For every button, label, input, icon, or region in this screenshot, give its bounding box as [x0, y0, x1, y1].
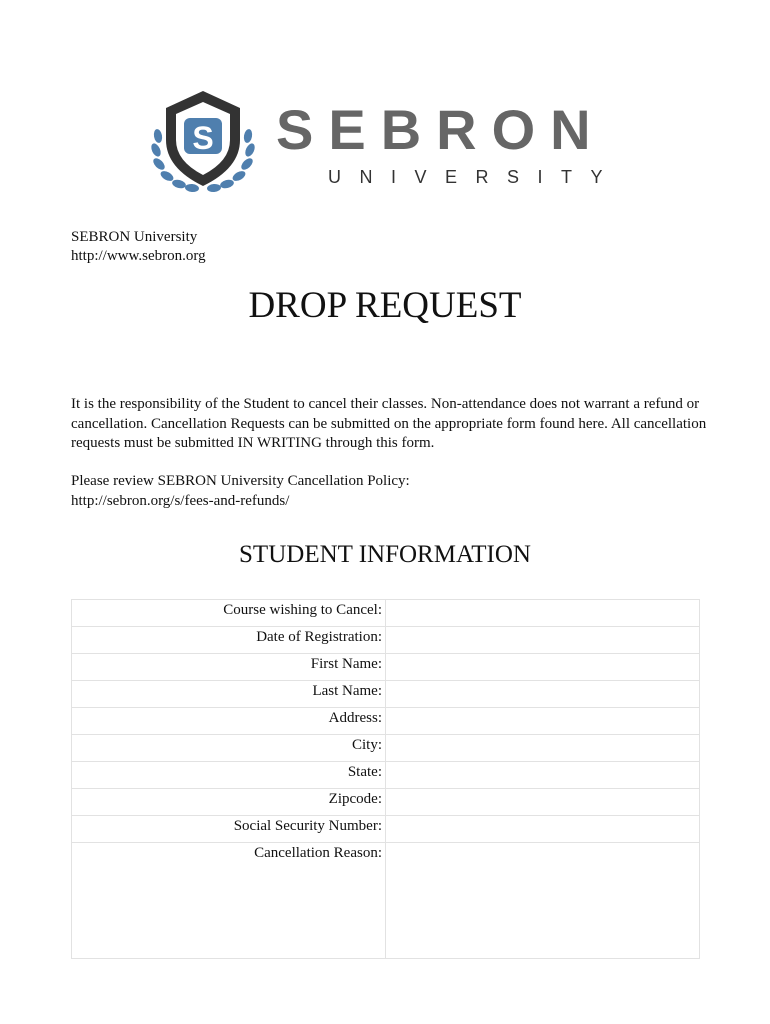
field-label: City:	[72, 735, 386, 762]
zipcode-field[interactable]	[386, 789, 700, 816]
table-row	[72, 735, 700, 762]
student-info-table	[71, 599, 700, 959]
table-row	[72, 762, 700, 789]
field-label: Date of Registration:	[72, 627, 386, 654]
field-label: Cancellation Reason:	[72, 843, 386, 959]
field-label: Zipcode:	[72, 789, 386, 816]
registration-date-field[interactable]	[386, 627, 700, 654]
city-field[interactable]	[386, 735, 700, 762]
shield-crest-icon	[148, 88, 258, 194]
org-name: SEBRON University	[71, 229, 198, 245]
first-name-field[interactable]	[386, 654, 700, 681]
last-name-field[interactable]	[386, 681, 700, 708]
table-row	[72, 843, 700, 959]
table-row	[72, 627, 700, 654]
crest-letter: S	[192, 120, 214, 156]
table-row	[72, 654, 700, 681]
cancellation-reason-field[interactable]	[386, 843, 700, 959]
university-logo	[148, 88, 622, 198]
field-label: State:	[72, 762, 386, 789]
org-info	[71, 228, 206, 266]
field-label: Address:	[72, 708, 386, 735]
address-field[interactable]	[386, 708, 700, 735]
policy-text: Please review SEBRON University Cancellation Policy:	[71, 473, 410, 489]
table-row	[72, 708, 700, 735]
field-label: Course wishing to Cancel:	[72, 600, 386, 627]
page-title: DROP REQUEST	[248, 285, 522, 326]
table-row	[72, 789, 700, 816]
table-row	[72, 816, 700, 843]
course-field[interactable]	[386, 600, 700, 627]
org-url[interactable]: http://www.sebron.org	[71, 248, 206, 264]
state-field[interactable]	[386, 762, 700, 789]
table-row	[72, 600, 700, 627]
logo-subtitle: UNIVERSITY	[328, 167, 622, 187]
section-title: STUDENT INFORMATION	[239, 541, 531, 568]
field-label: Last Name:	[72, 681, 386, 708]
policy-paragraph	[71, 472, 711, 511]
field-label: Social Security Number:	[72, 816, 386, 843]
field-label: First Name:	[72, 654, 386, 681]
logo-wordmark: SEBRON	[276, 98, 606, 161]
ssn-field[interactable]	[386, 816, 700, 843]
table-row	[72, 681, 700, 708]
intro-paragraph: It is the responsibility of the Student to cancel their classes. Non-attendance does not warrant a refund or cancellation. Cancellation Requests can be submitted on the appropriate form found here. All cancellation requests must be submitted IN WRITING through this form.	[71, 396, 707, 451]
policy-link[interactable]: http://sebron.org/s/fees-and-refunds/	[71, 492, 290, 509]
